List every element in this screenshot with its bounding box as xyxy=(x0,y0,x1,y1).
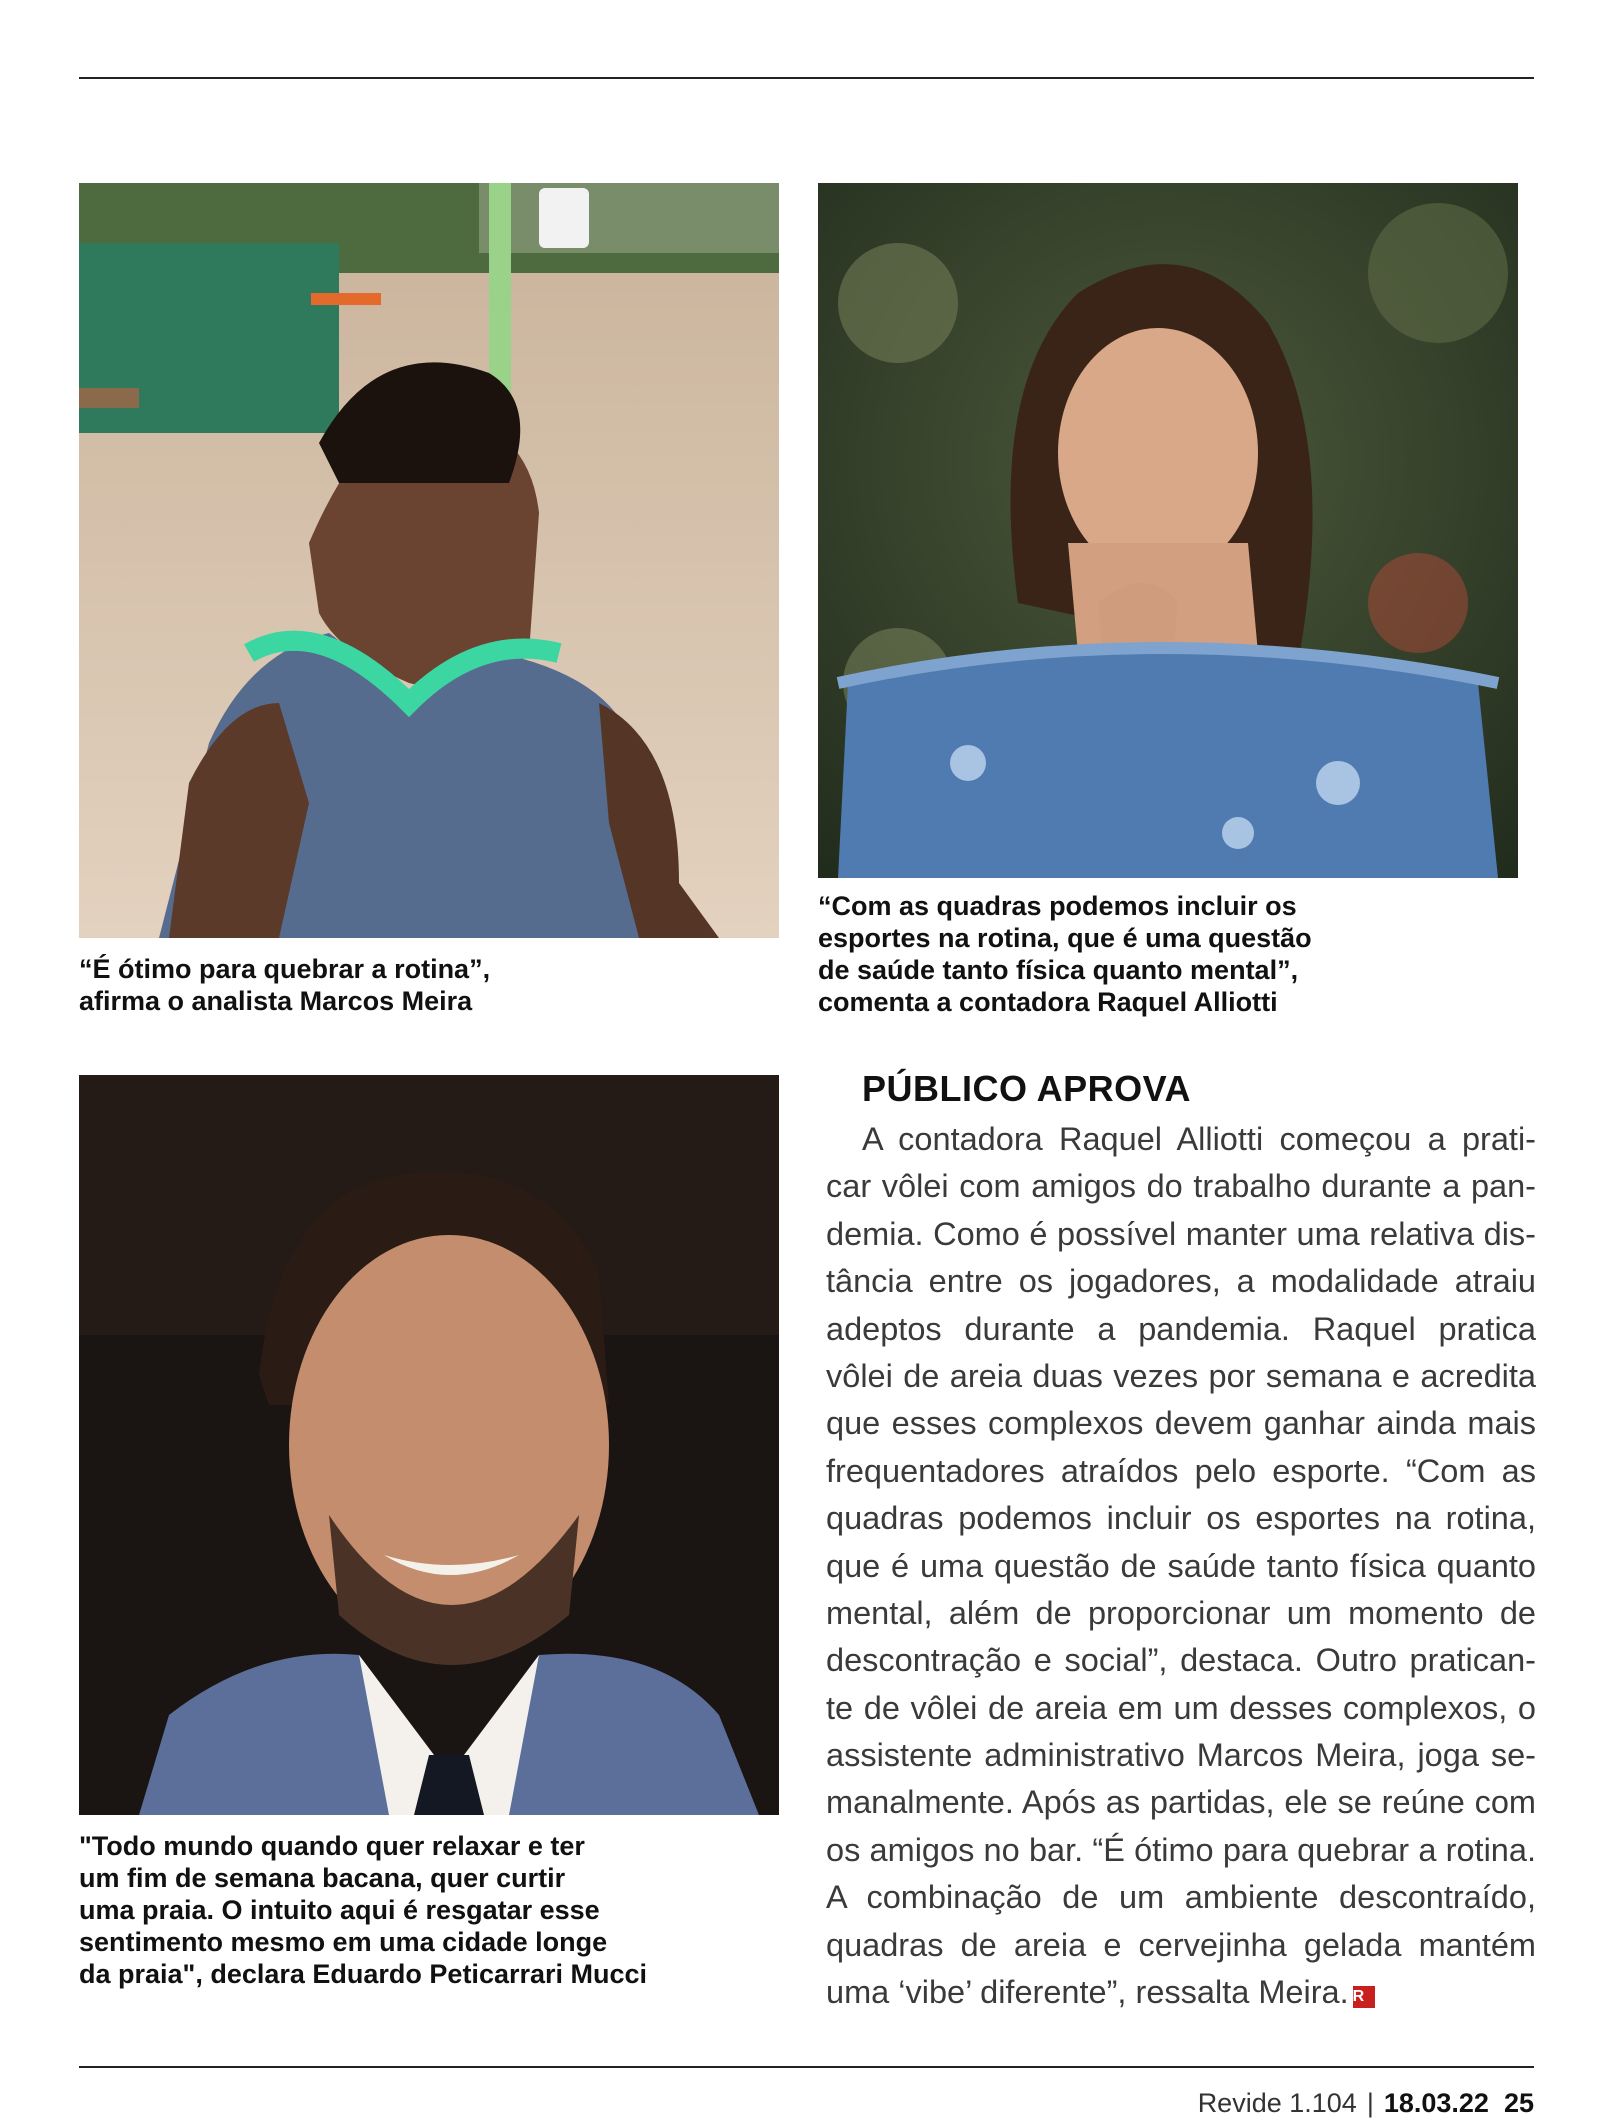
caption-line: “Com as quadras podemos incluir os xyxy=(818,891,1297,921)
caption-raquel xyxy=(818,890,1312,1018)
body-line: manalmente. Após as partidas, ele se reúne com xyxy=(826,1784,1536,1821)
body-line: que esses complexos devem ganhar ainda mais xyxy=(826,1405,1536,1442)
footer-date: 18.03.22 xyxy=(1383,2088,1489,2118)
body-line: os amigos no bar. “É ótimo para quebrar a rotina. xyxy=(826,1831,1536,1868)
footer-magazine: Revide 1.104 xyxy=(1197,2088,1357,2118)
end-mark-icon: R xyxy=(1353,1986,1375,2008)
body-line: que é uma questão de saúde tanto física quanto xyxy=(826,1547,1536,1584)
caption-line: “É ótimo para quebrar a rotina”, xyxy=(79,954,491,984)
body-line: demia. Como é possível manter uma relativa dis- xyxy=(826,1215,1536,1252)
body-line: te de vôlei de areia em um desses complexos, o xyxy=(826,1689,1536,1726)
section-title: PÚBLICO APROVA xyxy=(862,1068,1192,1109)
caption-marcos xyxy=(79,953,490,1017)
caption-line: sentimento mesmo em uma cidade longe xyxy=(79,1927,608,1957)
body-line: A combinação de um ambiente descontraído, xyxy=(826,1879,1536,1916)
caption-line: esportes na rotina, que é uma questão xyxy=(818,923,1312,953)
photo-eduardo-mucci xyxy=(79,1075,779,1815)
footer-separator: | xyxy=(1366,2088,1374,2118)
body-line-text: uma ‘vibe’ diferente”, ressalta Meira. xyxy=(826,1974,1349,2011)
body-line: quadras de areia e cervejinha gelada mantém xyxy=(826,1926,1536,1963)
body-line: adeptos durante a pandemia. Raquel pratica xyxy=(826,1310,1536,1347)
body-line: frequentadores atraídos pelo esporte. “Com as xyxy=(826,1452,1536,1489)
photo-raquel-alliotti xyxy=(818,183,1518,878)
body-line: quadras podemos incluir os esportes na rotina, xyxy=(826,1500,1536,1537)
top-rule xyxy=(79,77,1534,79)
caption-eduardo xyxy=(79,1830,647,1990)
body-line: mental, além de proporcionar um momento de xyxy=(826,1594,1536,1631)
body-line-last xyxy=(826,1969,1536,2016)
caption-line: "Todo mundo quando quer relaxar e ter xyxy=(79,1831,585,1861)
photo-marcos-meira xyxy=(79,183,779,938)
caption-line: da praia", declara Eduardo Peticarrari Mucci xyxy=(79,1959,648,1989)
caption-line: um fim de semana bacana, quer curtir xyxy=(79,1863,566,1893)
caption-line: uma praia. O intuito aqui é resgatar esse xyxy=(79,1895,600,1925)
article-body xyxy=(826,1116,1536,2016)
caption-line: de saúde tanto física quanto mental”, xyxy=(818,955,1299,985)
footer-page-number: 25 xyxy=(1503,2088,1534,2118)
caption-line: comenta a contadora Raquel Alliotti xyxy=(818,987,1278,1017)
page-footer xyxy=(1198,2088,1534,2119)
body-line: car vôlei com amigos do trabalho durante a pan- xyxy=(826,1168,1536,1205)
body-line: tância entre os jogadores, a modalidade atraiu xyxy=(826,1263,1536,1300)
body-line: vôlei de areia duas vezes por semana e acredita xyxy=(826,1357,1536,1394)
body-line: descontração e social”, destaca. Outro pratican- xyxy=(826,1642,1536,1679)
body-line: A contadora Raquel Alliotti começou a prati- xyxy=(862,1121,1536,1157)
bottom-rule xyxy=(79,2066,1534,2068)
body-line: assistente administrativo Marcos Meira, joga se- xyxy=(826,1737,1536,1774)
caption-line: afirma o analista Marcos Meira xyxy=(79,986,473,1016)
